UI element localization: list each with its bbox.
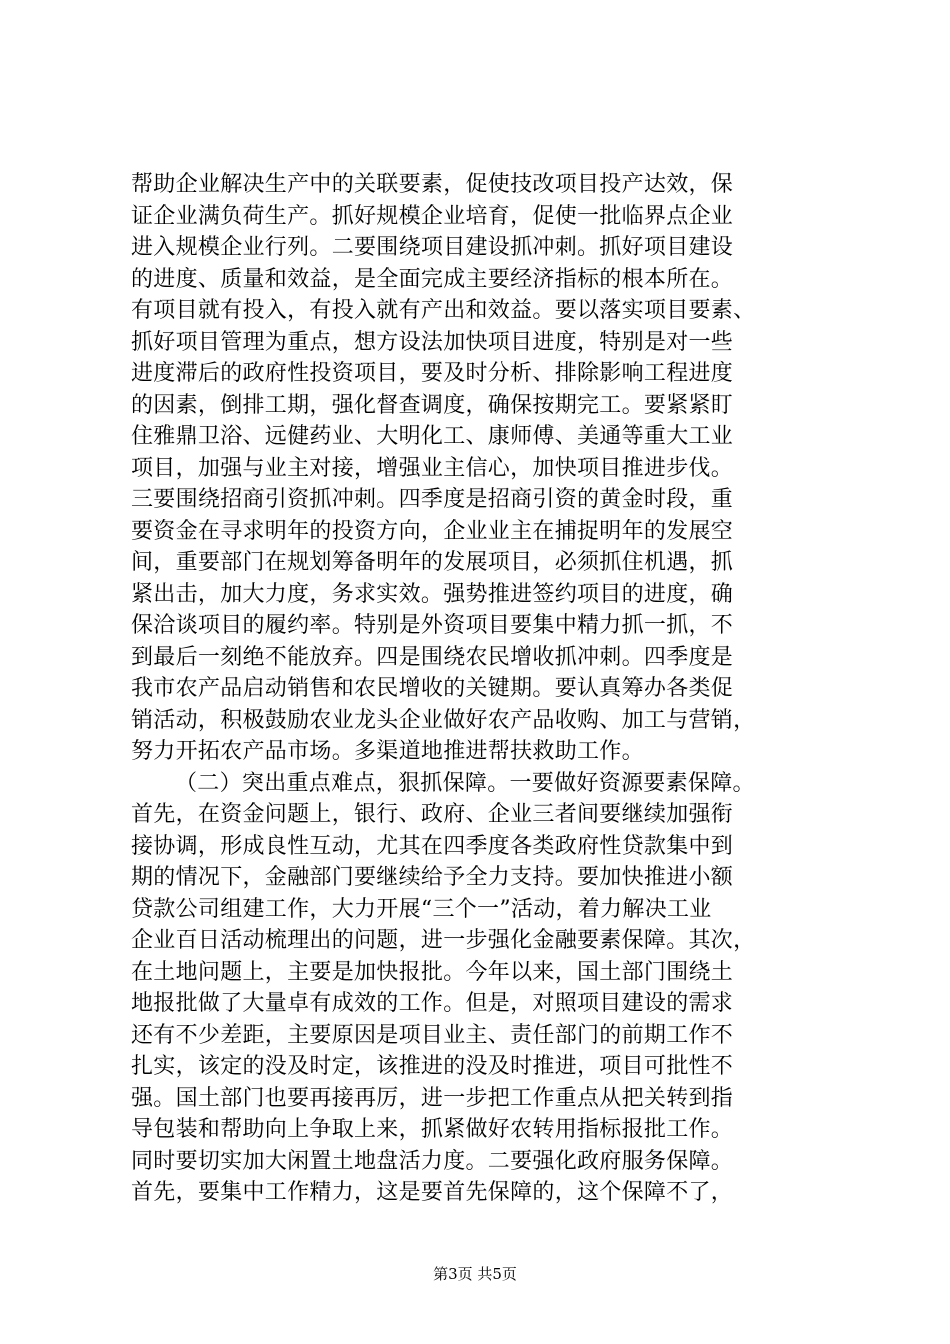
text-line: 地报批做了大量卓有成效的工作。但是，对照项目建设的需求 [131,991,734,1016]
text-line: 还有不少差距，主要原因是项目业主、责任部门的前期工作不 [131,1022,734,1048]
paragraph-start-line: （二）突出重点难点，狠抓保障。一要做好资源要素保障。 [175,770,755,796]
text-line: 首先，在资金问题上，银行、政府、企业三者间要继续加强衔 [131,802,734,827]
text-line: 企业百日活动梳理出的问题，进一步强化金融要素保障。其次， [131,928,756,953]
text-line: 努力开拓农产品市场。多渠道地推进帮扶救助工作。 [131,739,644,764]
text-line: 我市农产品启动销售和农民增收的关键期。要认真筹办各类促 [131,676,734,701]
text-line: 证企业满负荷生产。抓好规模企业培育，促使一批临界点企业 [131,203,734,229]
text-line: 首先，要集中工作精力，这是要首先保障的，这个保障不了， [131,1180,734,1205]
text-line: 间，重要部门在规划筹备明年的发展项目，必须抓住机遇，抓 [131,550,734,575]
text-line: 期的情况下，金融部门要继续给予全力支持。要加快推进小额 [131,865,734,890]
text-line: 的进度、质量和效益，是全面完成主要经济指标的根本所在。 [131,266,734,292]
text-line: 抓好项目管理为重点，想方设法加快项目进度，特别是对一些 [131,329,734,355]
text-line: 有项目就有投入，有投入就有产出和效益。要以落实项目要素、 [131,298,756,323]
text-line: 强。国土部门也要再接再厉，进一步把工作重点从把关转到指 [131,1085,734,1111]
text-line: 贷款公司组建工作，大力开展“三个一”活动，着力解决工业 [131,896,712,922]
text-line: 保洽谈项目的履约率。特别是外资项目要集中精力抓一抓，不 [131,613,734,638]
text-line: 同时要切实加大闲置土地盘活力度。二要强化政府服务保障。 [131,1148,734,1174]
text-line: 紧出击，加大力度，务求实效。强势推进签约项目的进度，确 [131,581,734,607]
text-line: 接协调，形成良性互动，尤其在四季度各类政府性贷款集中到 [131,833,734,859]
text-line: 导包装和帮助向上争取上来，抓紧做好农转用指标报批工作。 [131,1117,734,1142]
text-line: 进度滞后的政府性投资项目，要及时分析、排除影响工程进度 [131,361,734,386]
text-line: 要资金在寻求明年的投资方向，企业业主在捕捉明年的发展空 [131,518,734,544]
text-line: 的因素，倒排工期，强化督查调度，确保按期完工。要紧紧盯 [131,392,734,418]
text-line: 进入规模企业行列。二要围绕项目建设抓冲刺。抓好项目建设 [131,235,734,260]
body-text [131,169,821,1209]
text-line: 销活动，积极鼓励农业龙头企业做好农产品收购、加工与营销， [131,707,756,733]
text-line: 扎实，该定的没及时定，该推进的没及时推进，项目可批性不 [131,1054,734,1079]
text-line: 项目，加强与业主对接，增强业主信心，加快项目推进步伐。 [131,455,734,481]
text-line: 三要围绕招商引资抓冲刺。四季度是招商引资的黄金时段，重 [131,487,734,512]
text-line: 到最后一刻绝不能放弃。四是围绕农民增收抓冲刺。四季度是 [131,644,734,670]
page-number-footer: 第3页 共5页 [433,1265,517,1283]
text-line: 帮助企业解决生产中的关联要素，促使技改项目投产达效，保 [131,172,734,197]
text-line: 住雅鼎卫浴、远健药业、大明化工、康师傅、美通等重大工业 [131,424,734,449]
text-line: 在土地问题上，主要是加快报批。今年以来，国土部门围绕土 [131,959,734,985]
